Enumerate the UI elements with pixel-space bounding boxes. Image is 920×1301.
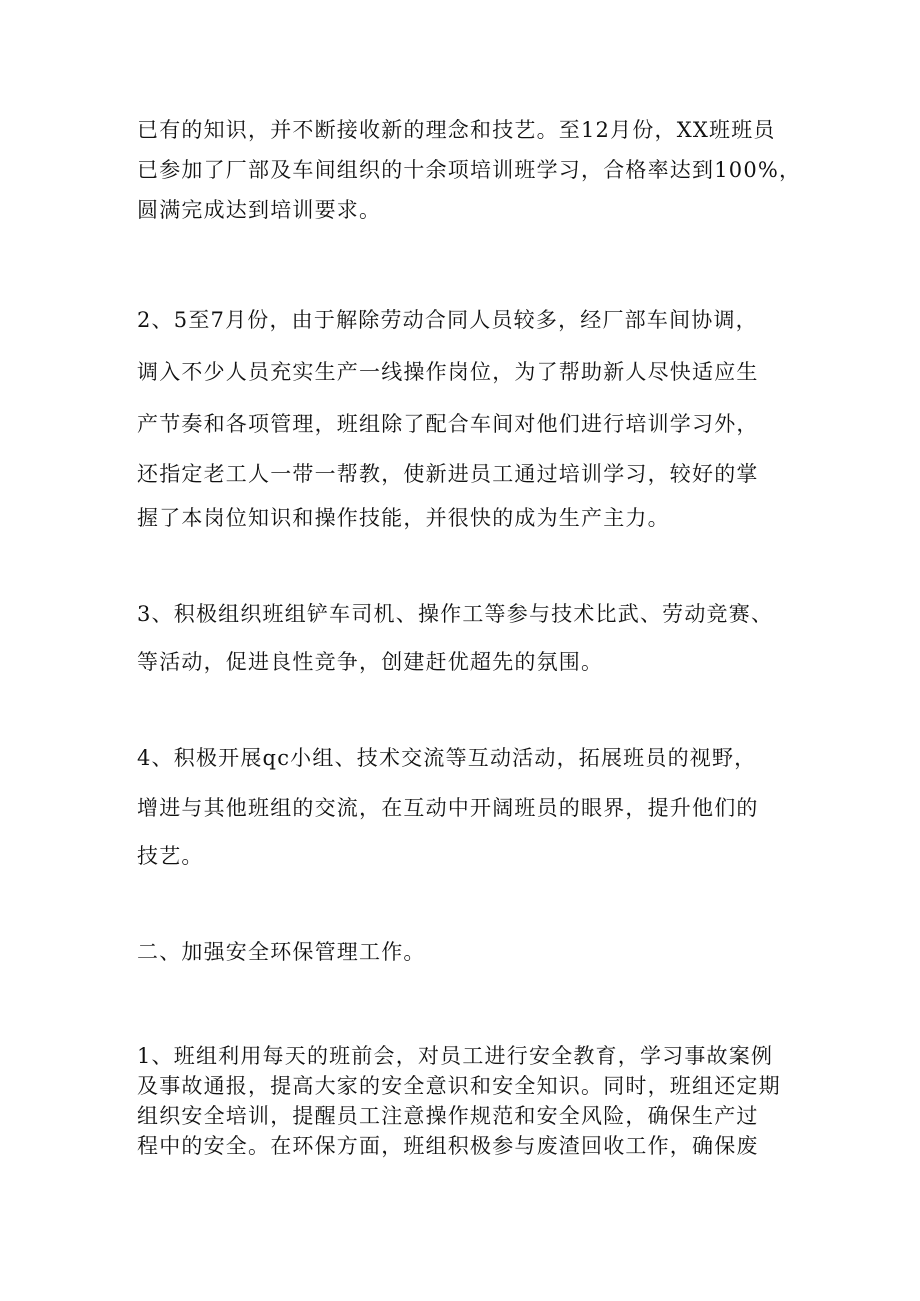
text-line: 1、班组利用每天的班前会，对员工进行安全教育，学习事故案例 xyxy=(137,1044,774,1068)
text-line: 握了本岗位知识和操作技能，并很快的成为生产主力。 xyxy=(137,506,670,530)
text-line: 圆满完成达到培训要求。 xyxy=(137,198,382,222)
text-line: 产节奏和各项管理，班组除了配合车间对他们进行培训学习外， xyxy=(137,412,759,436)
text-line: 组织安全培训，提醒员工注意操作规范和安全风险，确保生产过 xyxy=(137,1104,759,1128)
text-line: 3、积极组织班组铲车司机、操作工等参与技术比武、劳动竞赛、 xyxy=(137,602,774,626)
text-line: 程中的安全。在环保方面，班组积极参与废渣回收工作，确保废 xyxy=(137,1134,759,1158)
text-line: 已参加了厂部及车间组织的十余项培训班学习，合格率达到100%， xyxy=(137,158,802,182)
text-line: 及事故通报，提高大家的安全意识和安全知识。同时，班组还定期 xyxy=(137,1074,781,1098)
text-line: 增进与其他班组的交流，在互动中开阔班员的眼界，提升他们的 xyxy=(137,796,759,820)
text-line: 4、积极开展qc小组、技术交流等互动活动，拓展班员的视野， xyxy=(137,746,757,770)
text-line: 2、5至7月份，由于解除劳动合同人员较多，经厂部车间协调， xyxy=(137,308,758,332)
text-line: 已有的知识，并不断接收新的理念和技艺。至12月份，XX班班员 xyxy=(137,118,776,142)
section-heading: 二、加强安全环保管理工作。 xyxy=(137,940,426,964)
text-line: 调入不少人员充实生产一线操作岗位，为了帮助新人尽快适应生 xyxy=(137,360,759,384)
text-line: 技艺。 xyxy=(137,844,204,868)
text-line: 还指定老工人一带一帮教，使新进员工通过培训学习，较好的掌 xyxy=(137,462,759,486)
text-line: 等活动，促进良性竞争，创建赶优超先的氛围。 xyxy=(137,650,604,674)
